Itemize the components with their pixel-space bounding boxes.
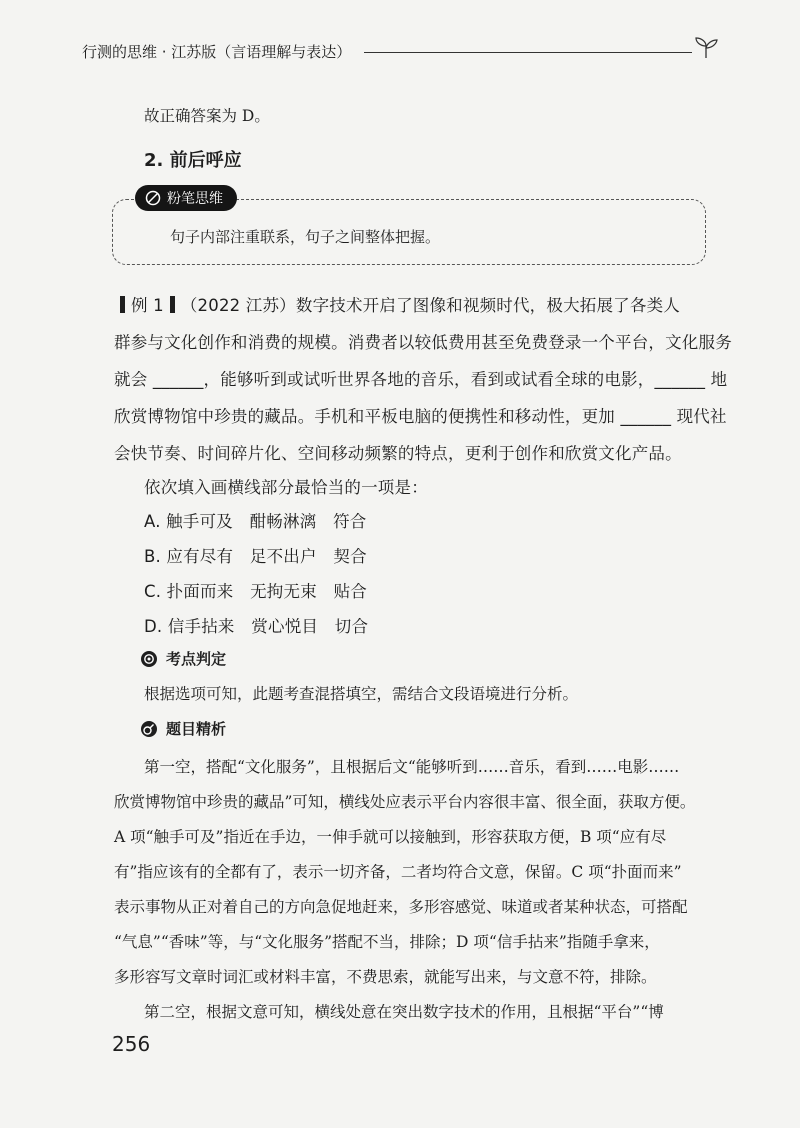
option-d: D. 信手拈来 赏心悦目 切合 (144, 617, 369, 636)
point-title: 考点判定 (166, 650, 227, 668)
think-badge (135, 185, 237, 211)
header-rule (364, 52, 692, 53)
think-text: 句子内部注重联系，句子之间整体把握。 (170, 228, 441, 246)
chalk-icon (145, 190, 161, 206)
analysis-icon (140, 720, 158, 738)
section-title: 2. 前后呼应 (144, 150, 242, 171)
example-bar-right (170, 296, 175, 313)
running-header (82, 36, 722, 66)
analysis-line-6: “气息”“香味”等，与“文化服务”搭配不当，排除；D 项“信手拈来”指随手拿来， (114, 933, 660, 951)
point-heading (140, 648, 226, 669)
option-a: A. 触手可及 酣畅淋漓 符合 (144, 512, 367, 531)
example-line-2: 群参与文化创作和消费的规模。消费者以较低费用甚至免费登录一个平台，文化服务 (114, 333, 732, 352)
example-text: （2022 江苏）数字技术开启了图像和视频时代，极大拓展了各类人 (180, 296, 680, 315)
analysis-line-3: A 项“触手可及”指近在手边，一伸手就可以接触到，形容获取方便，B 项“应有尽 (114, 828, 667, 846)
target-icon (140, 650, 158, 668)
analysis-line-1: 第一空，搭配“文化服务”，且根据后文“能够听到……音乐，看到……电影…… (144, 758, 680, 776)
option-b: B. 应有尽有 足不出户 契合 (144, 547, 367, 566)
intro-line: 故正确答案为 D。 (144, 107, 270, 125)
think-badge-label: 粉笔思维 (167, 191, 223, 207)
example-line-4: 欣赏博物馆中珍贵的藏品。手机和平板电脑的便携性和移动性，更加 ______ 现代社 (114, 407, 727, 426)
page-number: 256 (112, 1032, 151, 1056)
analysis-title: 题目精析 (166, 720, 227, 738)
example-label: 例 1 (131, 296, 164, 315)
example-bar-left (120, 296, 125, 313)
analysis-line-7: 多形容写文章时词汇或材料丰富，不费思索，就能写出来，与文意不符，排除。 (114, 968, 657, 986)
sprout-icon (690, 36, 722, 60)
point-text: 根据选项可知，此题考查混搭填空，需结合文段语境进行分析。 (144, 685, 579, 703)
example-line-3: 就会 ______，能够听到或试听世界各地的音乐，看到或试看全球的电影，______ 地 (114, 370, 728, 389)
analysis-line-8: 第二空，根据文意可知，横线处意在突出数字技术的作用，且根据“平台”“博 (144, 1003, 664, 1021)
example-line-1 (114, 292, 680, 316)
analysis-line-2: 欣赏博物馆中珍贵的藏品”可知，横线处应表示平台内容很丰富、很全面，获取方便。 (114, 793, 696, 811)
analysis-line-5: 表示事物从正对着自己的方向急促地赶来，多形容感觉、味道或者某种状态，可搭配 (114, 898, 688, 916)
header-title: 行测的思维 · 江苏版（言语理解与表达） (82, 43, 352, 61)
option-c: C. 扑面而来 无拘无束 贴合 (144, 582, 368, 601)
example-line-5: 会快节奏、时间碎片化、空间移动频繁的特点，更利于创作和欣赏文化产品。 (114, 444, 682, 463)
question-prompt: 依次填入画横线部分最恰当的一项是： (144, 478, 428, 497)
analysis-line-4: 有”指应该有的全都有了，表示一切齐备，二者均符合文意，保留。C 项“扑面而来” (114, 863, 682, 881)
analysis-heading (140, 718, 226, 739)
